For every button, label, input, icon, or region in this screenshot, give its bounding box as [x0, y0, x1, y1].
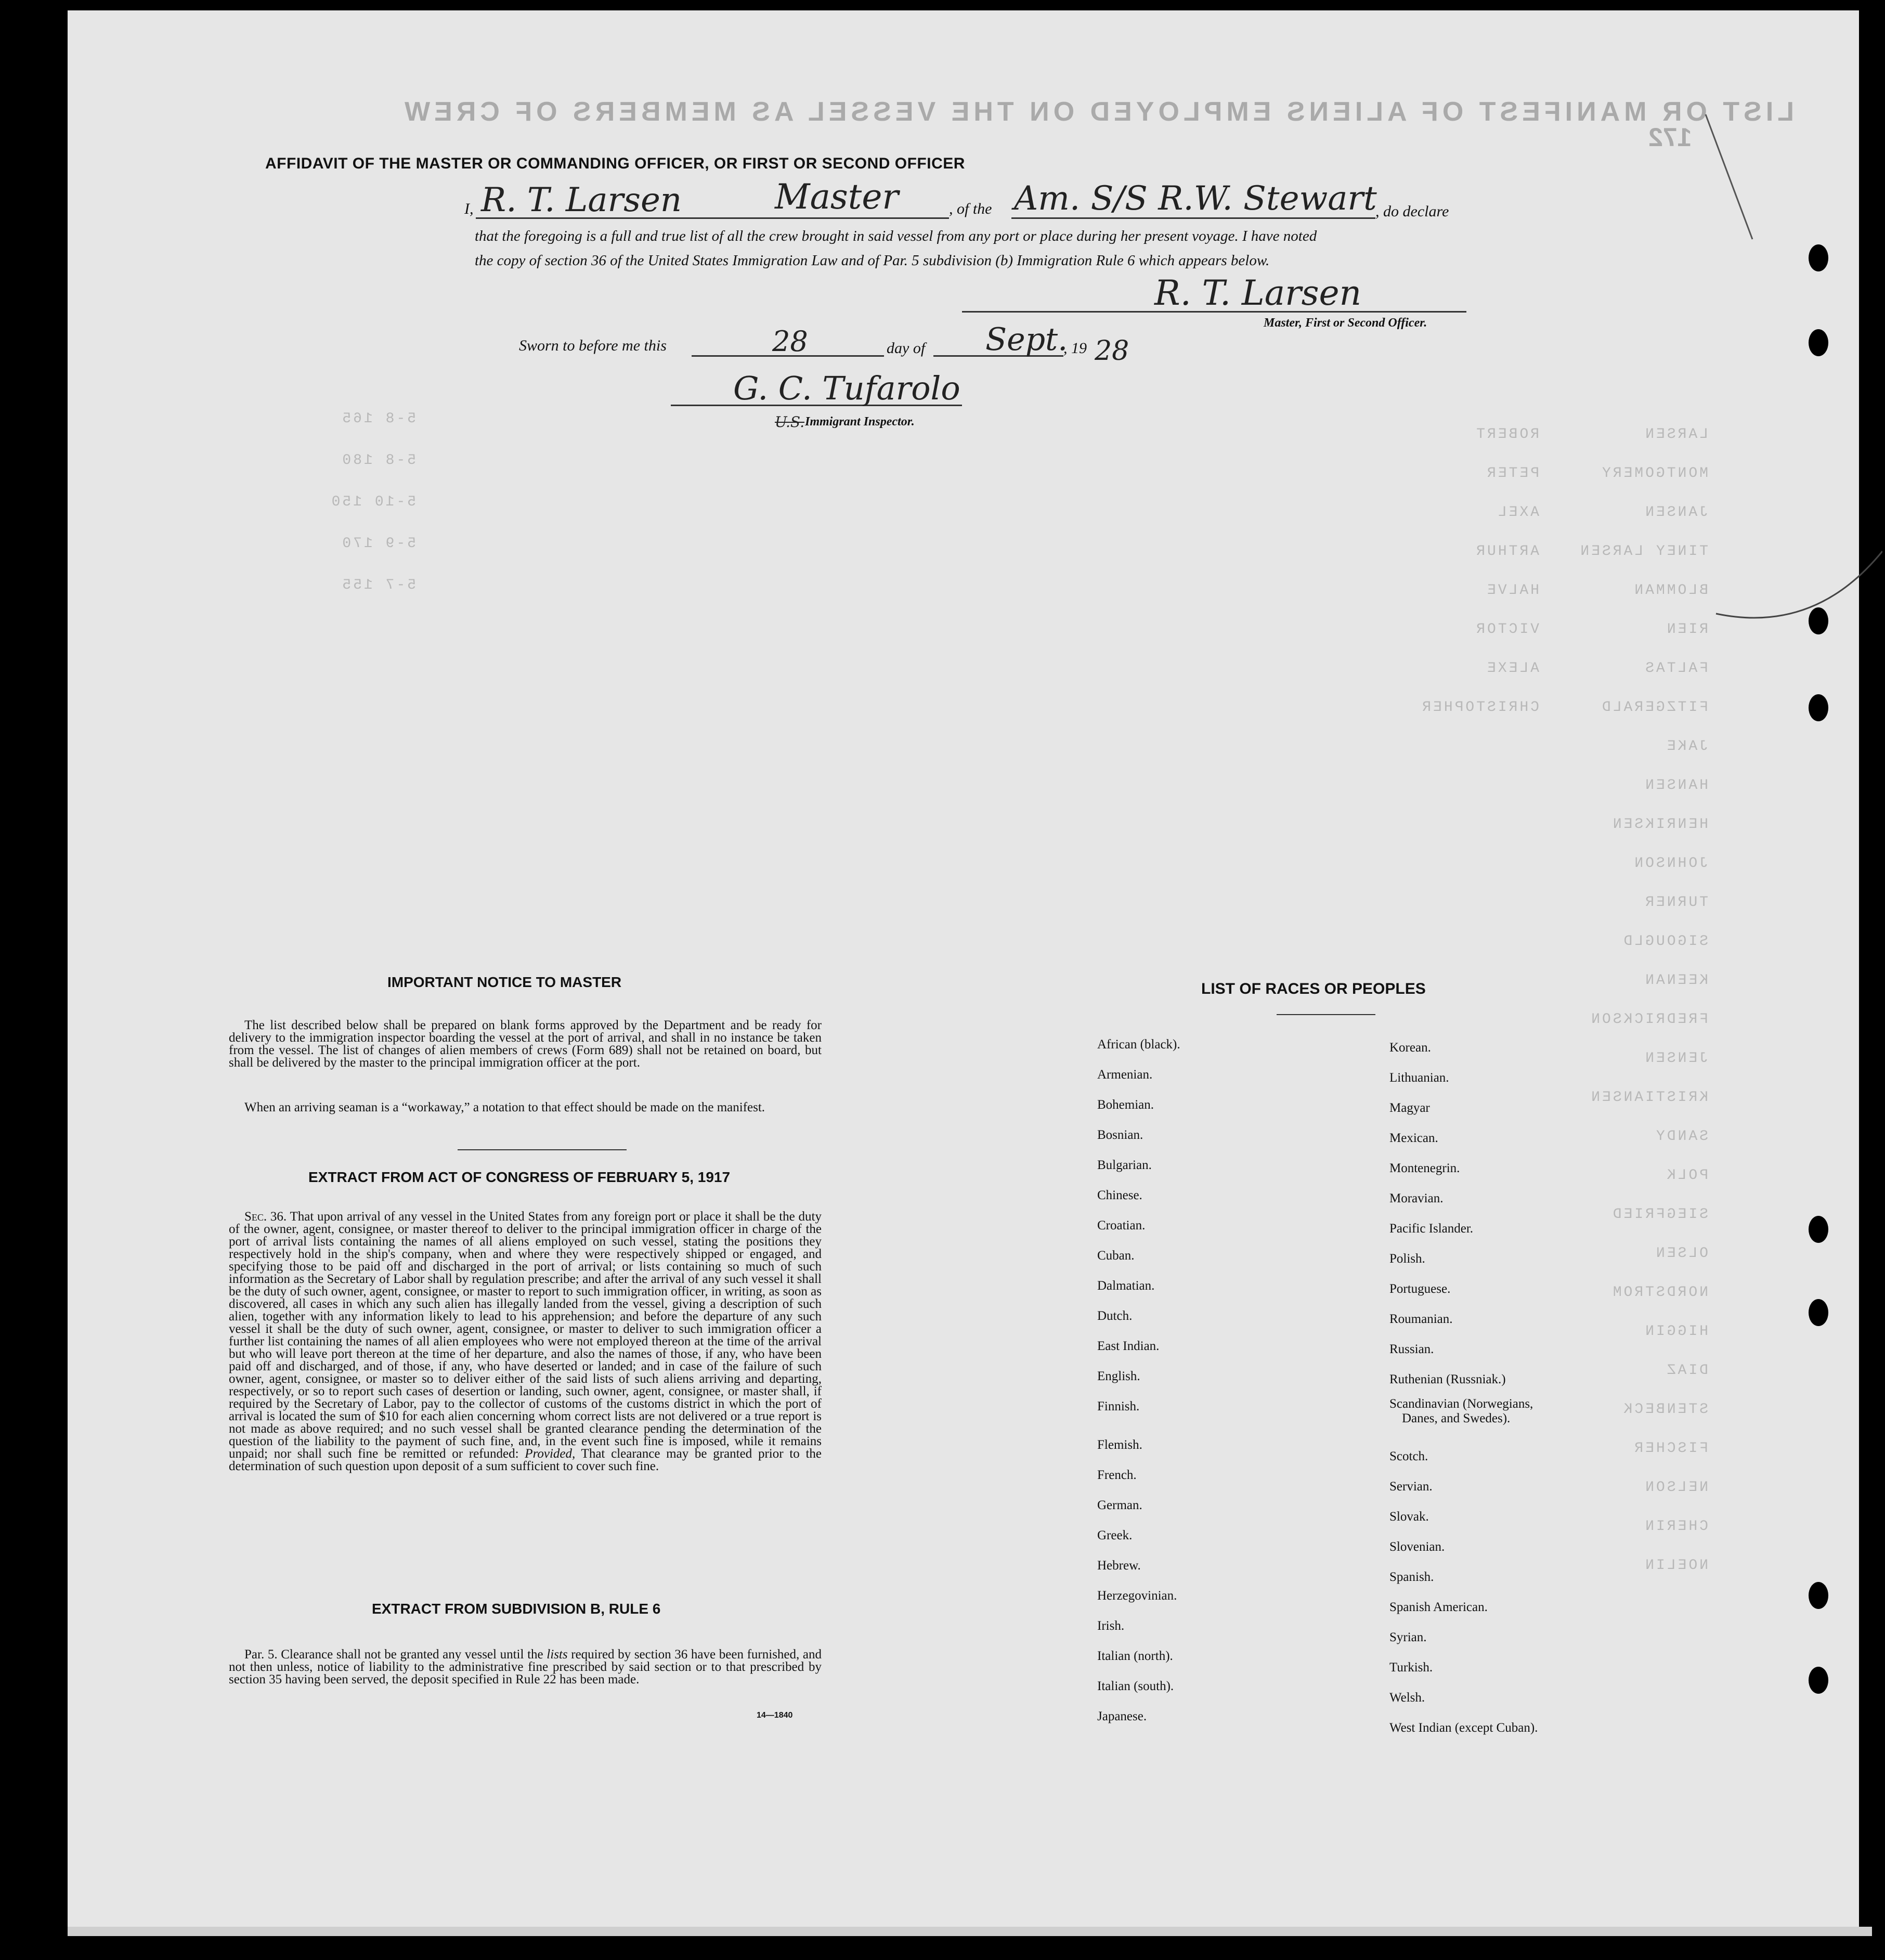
race-item: Mexican. [1389, 1131, 1438, 1145]
handwritten-year: 28 [1095, 335, 1129, 367]
ghost-name: MONTGOMERY [1600, 465, 1708, 482]
ghost-height: 5-8 165 [340, 411, 416, 427]
bleed-through-heights [260, 411, 416, 619]
ghost-name: FISCHER [1632, 1440, 1708, 1457]
race-item: German. [1097, 1498, 1142, 1512]
race-item: Hebrew. [1097, 1559, 1141, 1573]
race-item: Slovenian. [1389, 1540, 1445, 1554]
race-item: Spanish American. [1389, 1600, 1488, 1614]
section-36-label: Sec. 36. [244, 1210, 287, 1224]
handwritten-vessel-name: Am. S/S R.W. Stewart [1014, 179, 1377, 218]
section-36-text [229, 1211, 822, 1473]
ghost-name: SIGOUGLD [1621, 933, 1708, 950]
race-item: Armenian. [1097, 1068, 1153, 1082]
inspector-label: Immigrant Inspector. [805, 415, 915, 429]
ghost-name: TURNER [1643, 894, 1708, 911]
form-number: 14—1840 [757, 1711, 793, 1720]
race-item: Danes, and Swedes). [1402, 1411, 1511, 1425]
bleed-through-title: LIST OR MANIFEST OF ALIENS EMPLOYED ON THE VESSEL AS MEMBERS OF CREW [400, 97, 1794, 127]
ghost-name: NORDSTROM [1610, 1284, 1708, 1301]
race-item: East Indian. [1097, 1339, 1160, 1353]
race-item: Dalmatian. [1097, 1279, 1155, 1293]
race-item: Lithuanian. [1389, 1071, 1449, 1085]
affidavit-i-prefix: I, [464, 200, 474, 217]
race-item: Flemish. [1097, 1438, 1142, 1452]
race-item: Dutch. [1097, 1309, 1133, 1323]
sworn-day-of: day of [887, 340, 926, 357]
handwritten-month: Sept. [985, 321, 1068, 358]
races-left-column [1097, 1030, 1180, 1732]
ghost-name: POLK [1665, 1167, 1708, 1184]
ghost-name: FALTAS [1643, 660, 1708, 677]
ghost-name: CHERIN [1643, 1518, 1708, 1535]
race-item: Montenegrin. [1389, 1161, 1460, 1175]
notice-divider [458, 1149, 627, 1150]
race-item: Syrian. [1389, 1630, 1427, 1644]
ghost-height: 5-8 180 [340, 452, 416, 469]
master-signature-label: Master, First or Second Officer. [1264, 316, 1427, 330]
ghost-name: DIAZ [1665, 1362, 1708, 1379]
race-item: Servian. [1389, 1479, 1433, 1494]
ghost-first-name: CHRISTOPHER [1420, 699, 1539, 716]
ghost-name: LARSEN [1643, 426, 1708, 443]
ghost-name: SIEGFRIED [1610, 1206, 1708, 1223]
races-right-column [1389, 1033, 1538, 1743]
section-36-provided: Provided, [525, 1447, 576, 1461]
ghost-name: HIGGIN [1643, 1323, 1708, 1340]
ghost-name: JANSEN [1643, 504, 1708, 521]
affidavit-body-line1: that the foregoing is a full and true list of all the crew brought in said vessel from any port or place during her present voyage. I have noted [475, 228, 1317, 244]
punch-hole [1809, 1582, 1828, 1609]
ghost-first-name: AXEL [1496, 504, 1539, 521]
ghost-name: HANSEN [1643, 777, 1708, 794]
race-item: Russian. [1389, 1342, 1434, 1356]
punch-hole [1809, 1667, 1828, 1694]
par-5-body-b: required by section 36 have been furnished, and not then unless, notice of liability to the administrative fine prescribed by said section or to that prescribed by section 35 having been served, the deposit specified in Rule 22 has been made. [229, 1647, 822, 1686]
ghost-name: FITZGERALD [1600, 699, 1708, 716]
race-item: Turkish. [1389, 1660, 1433, 1675]
section-36-body: That upon arrival of any vessel in the United States from any foreign port or place it shall be the duty of the owner, agent, consignee, or master thereof to deliver to the principal immigration officer in charge of the port of arrival lists containing the names of all aliens employed on such vessel, stating the positions they respectively hold in the ship's company, when and where they were respectively shipped or engaged, and specifying those to be paid off and discharged in the port of arrival; or lists containing so much of such information as the Secretary of Labor shall by regulation prescribe; and after the arrival of any such vessel it shall be the duty of such owner, agent, consignee, or master to report to such immigration officer, in writing, as soon as discovered, all cases in which any such alien has illegally landed from the vessel, giving a description of such alien, together with any information likely to lead to his apprehension; and before the departure of any such vessel it shall be the duty of such owner, agent, consignee, or master to deliver to such immigration officer a further list containing the names of all alien employees who were not employed thereon at the time of the arrival but who will leave port thereon at the time of her departure, and also the names of those, if any, who have been paid off and discharged, and of those, if any, who have deserted or landed; and in case of the failure of such owner, agent, consignee, or master so to deliver either of the said lists of such aliens arriving and departing, respectively, or so to report such cases of desertion or landing, such owner, agent, consignee, or master shall, if required by the Secretary of Labor, pay to the collector of customs of the customs district in which the port of arrival is located the sum of $10 for each alien concerning whom correct lists are not delivered or a true report is not made as above required; and no such vessel shall be granted clearance pending the determination of the question of the liability to the payment of such fine, and, in the event such fine is imposed, while it remains unpaid; nor shall such fine be remitted or refunded: [229, 1210, 822, 1461]
par-5-lists-word: lists [547, 1647, 568, 1662]
par-5-body-a: Clearance shall not be granted any vessel until the [281, 1647, 543, 1662]
ghost-first-name: VICTOR [1474, 621, 1539, 638]
affidavit-body-line2: the copy of section 36 of the United States Immigration Law and of Par. 5 subdivision (b) Immigration Rule 6 which appears below. [475, 252, 1270, 269]
ghost-name: RIEN [1665, 621, 1708, 638]
ghost-name: NELSON [1643, 1479, 1708, 1496]
race-item: Welsh. [1389, 1691, 1425, 1705]
race-item: Moravian. [1389, 1191, 1444, 1205]
race-item: Korean. [1389, 1041, 1431, 1055]
ghost-name: FREDRICKSON [1589, 1011, 1708, 1028]
race-item: Scandinavian (Norwegians, [1389, 1397, 1533, 1411]
races-divider [1277, 1014, 1375, 1015]
ghost-name: NOELIN [1643, 1557, 1708, 1574]
race-item: Slovak. [1389, 1510, 1429, 1524]
race-item: Irish. [1097, 1619, 1125, 1633]
affidavit-of-the: , of the [949, 200, 992, 217]
par-5-label: Par. 5. [244, 1647, 278, 1662]
handwritten-us-prefix: U.S. [775, 413, 805, 431]
handwritten-inspector-signature: G. C. Tufarolo [733, 369, 960, 407]
notice-title: IMPORTANT NOTICE TO MASTER [387, 974, 622, 990]
race-item: Roumanian. [1389, 1312, 1453, 1326]
race-item: Croatian. [1097, 1218, 1146, 1232]
race-item: African (black). [1097, 1037, 1180, 1052]
race-item: Bulgarian. [1097, 1158, 1152, 1172]
ghost-name: JOHNSON [1632, 855, 1708, 872]
ghost-height: 5-10 150 [329, 494, 416, 510]
bleed-through-page-number: 172 [1648, 123, 1692, 152]
ghost-first-name: HALVE [1485, 582, 1539, 599]
race-item: Cuban. [1097, 1249, 1135, 1263]
ghost-name: KEENAN [1643, 972, 1708, 989]
affidavit-title: AFFIDAVIT OF THE MASTER OR COMMANDING OFFICER, OR FIRST OR SECOND OFFICER [265, 155, 965, 172]
race-item: Portuguese. [1389, 1282, 1451, 1296]
ghost-name: BLOMMAN [1632, 582, 1708, 599]
punch-hole [1809, 1299, 1828, 1326]
handwritten-rank: Master [775, 177, 899, 217]
sworn-year-prefix: , 19 [1063, 340, 1087, 357]
ghost-first-name: PETER [1485, 465, 1539, 482]
punch-hole [1809, 1216, 1828, 1243]
punch-hole [1809, 694, 1828, 721]
ghost-name: JAKE [1665, 738, 1708, 755]
races-title: LIST OF RACES OR PEOPLES [1201, 980, 1426, 997]
handwritten-master-name: R. T. Larsen [481, 181, 682, 219]
race-item: Chinese. [1097, 1188, 1142, 1202]
bleed-through-first-names [1383, 426, 1539, 738]
sworn-prefix: Sworn to before me this [519, 337, 667, 354]
race-item: Polish. [1389, 1252, 1425, 1266]
race-item: Italian (south). [1097, 1679, 1174, 1693]
handwritten-day: 28 [772, 325, 808, 358]
ghost-name: OLSEN [1654, 1245, 1708, 1262]
ghost-name: HENRIKSEN [1610, 816, 1708, 833]
race-item: Pacific Islander. [1389, 1222, 1474, 1236]
race-item: Finnish. [1097, 1399, 1140, 1413]
par-5-text [229, 1649, 822, 1686]
race-item: Bohemian. [1097, 1098, 1154, 1112]
ghost-name: STENBECK [1621, 1401, 1708, 1418]
race-item: Ruthenian (Russniak.) [1389, 1372, 1506, 1386]
extract-rule6-title: EXTRACT FROM SUBDIVISION B, RULE 6 [372, 1601, 661, 1617]
section-36-tail: That clearance may be granted prior to the determination of such question upon deposit of a sum sufficient to cover such fine. [229, 1447, 822, 1473]
ghost-name: KRISTIANSEN [1589, 1089, 1708, 1106]
race-item: Spanish. [1389, 1570, 1434, 1584]
race-item: Japanese. [1097, 1709, 1147, 1723]
notice-paragraph-1: The list described below shall be prepared on blank forms approved by the Department and be ready for delivery to the immigration inspector boarding the vessel at the port of arrival, and shall in no instance be taken from the vessel. The list of changes of alien members of crews (Form 689) shall not be retained on board, but shall be delivered by the master to the principal immigration officer at the port. [229, 1018, 822, 1070]
race-item: French. [1097, 1468, 1137, 1482]
ghost-first-name: ROBERT [1474, 426, 1539, 443]
affidavit-do-declare: , do declare [1375, 203, 1449, 220]
handwritten-master-signature: R. T. Larsen [1154, 273, 1362, 313]
race-item: Magyar [1389, 1101, 1430, 1115]
extract-1917-title: EXTRACT FROM ACT OF CONGRESS OF FEBRUARY 5, 1917 [308, 1169, 731, 1185]
ghost-name: JENSEN [1643, 1050, 1708, 1067]
ghost-height: 5-7 155 [340, 577, 416, 593]
ghost-first-name: ALEXE [1485, 660, 1539, 677]
race-item: English. [1097, 1369, 1140, 1383]
ghost-name: SANDY [1654, 1128, 1708, 1145]
bleed-through-lines [1685, 104, 1882, 650]
ghost-first-name: ARTHUR [1474, 543, 1539, 560]
notice-paragraph-2: When an arriving seaman is a “workaway,” a notation to that effect should be made on the manifest. [244, 1100, 765, 1114]
race-item: Bosnian. [1097, 1128, 1143, 1142]
race-item: Scotch. [1389, 1449, 1428, 1463]
race-item: West Indian (except Cuban). [1389, 1721, 1538, 1735]
race-item: Italian (north). [1097, 1649, 1173, 1663]
race-item: Herzegovinian. [1097, 1589, 1177, 1603]
ghost-height: 5-9 170 [340, 536, 416, 552]
underlying-sheet-edge [68, 1927, 1872, 1936]
race-item: Greek. [1097, 1528, 1133, 1542]
ghost-name: TINEY LARSEN [1578, 543, 1708, 560]
